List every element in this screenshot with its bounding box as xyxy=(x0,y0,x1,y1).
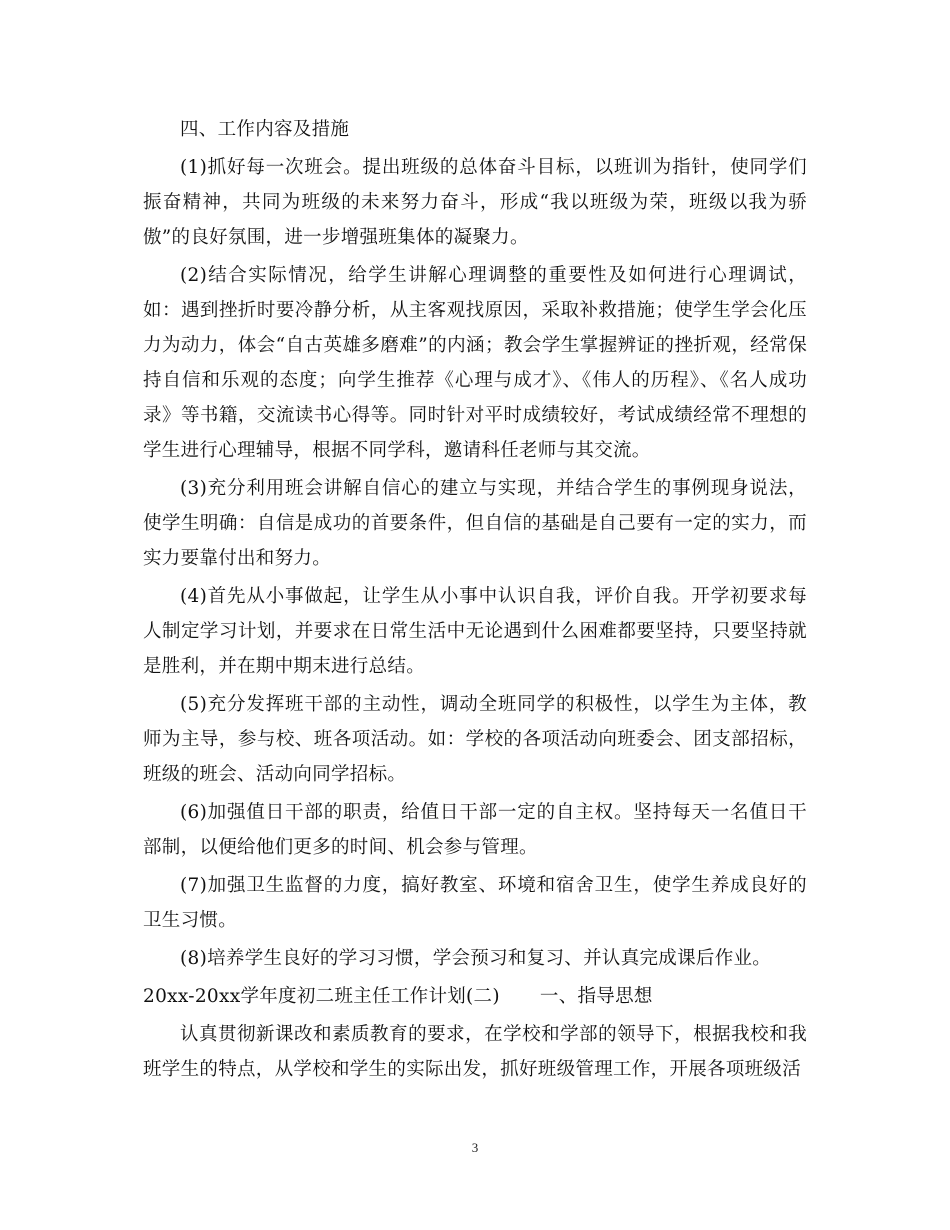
paragraph-8: (8)培养学生良好的学习习惯，学会预习和复习、并认真完成课后作业。 xyxy=(180,948,772,969)
next-plan-title-line xyxy=(143,979,807,1014)
paragraph-1: (1)抓好每一次班会。提出班级的总体奋斗目标，以班训为指针，使同学们振奋精神，共同为班级的未来努力奋斗，形成“我以班级为荣，班级以我为骄傲”的良好氛围，进一步增强班集体的凝聚力。 xyxy=(143,157,807,248)
paragraph-4: (4)首先从小事做起，让学生从小事中认识自我，评价自我。开学初要求每人制定学习计划，并要求在日常生活中无论遇到什么困难都要坚持，只要坚持就是胜利，并在期中期末进行总结。 xyxy=(143,586,807,677)
document-body xyxy=(143,112,807,1090)
paragraph-2: (2)结合实际情况，给学生讲解心理调整的重要性及如何进行心理调试，如：遇到挫折时要冷静分析，从主客观找原因，采取补救措施；使学生学会化压力为动力，体会“自古英雄多磨难”的内涵；教会学生掌握辨证的挫折观，经常保持自信和乐观的态度；向学生推荐《心理与成才》、《伟人的历程》、《名人成功录》等书籍，交流读书心得等。同时针对平时成绩较好，考试成绩经常不理想的学生进行心理辅导，根据不同学科，邀请科任老师与其交流。 xyxy=(143,265,807,461)
page-number: 3 xyxy=(471,1140,479,1155)
paragraph-3: (3)充分利用班会讲解自信心的建立与实现，并结合学生的事例现身说法，使学生明确：自信是成功的首要条件，但自信的基础是自己要有一定的实力，而实力要靠付出和努力。 xyxy=(143,478,807,569)
next-plan-title: 20xx-20xx学年度初二班主任工作计划(二) xyxy=(143,986,500,1007)
paragraph-7: (7)加强卫生监督的力度，搞好教室、环境和宿舍卫生，使学生养成良好的卫生习惯。 xyxy=(143,875,807,931)
next-paragraph: 认真贯彻新课改和素质教育的要求，在学校和学部的领导下，根据我校和我班学生的特点，从学校和学生的实际出发，抓好班级管理工作，开展各项班级活 xyxy=(143,1024,807,1080)
next-section-heading: 一、指导思想 xyxy=(539,986,653,1007)
paragraph-6: (6)加强值日干部的职责，给值日干部一定的自主权。坚持每天一名值日干部制，以便给他们更多的时间、机会参与管理。 xyxy=(143,802,807,858)
paragraph-5: (5)充分发挥班干部的主动性，调动全班同学的积极性，以学生为主体，教师为主导，参与校、班各项活动。如：学校的各项活动向班委会、团支部招标，班级的班会、活动向同学招标。 xyxy=(143,694,807,785)
section-heading: 四、工作内容及措施 xyxy=(180,119,350,140)
